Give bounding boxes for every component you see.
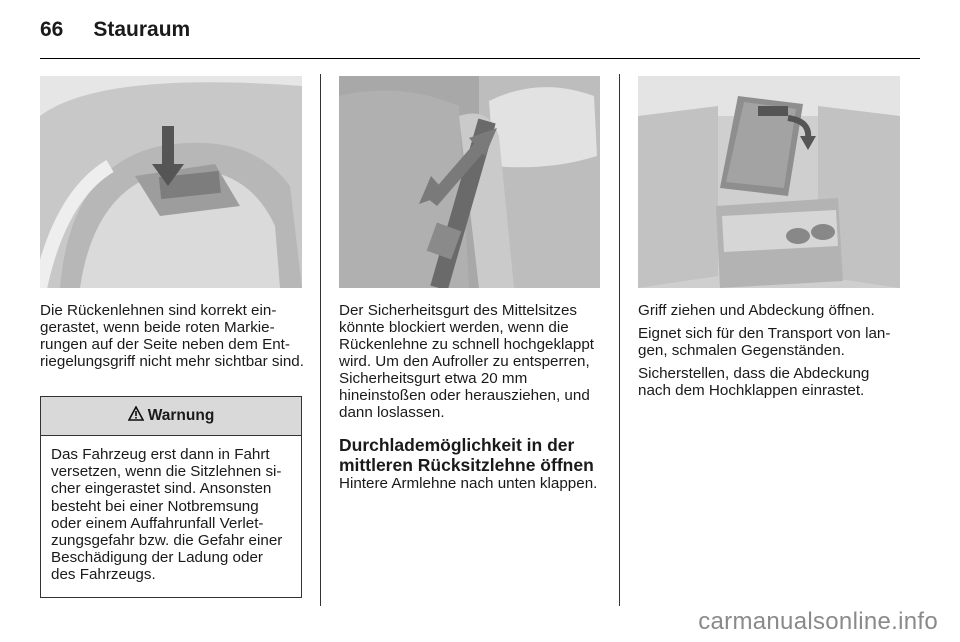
page-number: 66 (40, 18, 64, 41)
column-divider-1 (320, 74, 321, 606)
through-loading-subheading: Durchlademöglichkeit in der mittleren Rücksitzlehne öffnen (339, 435, 594, 475)
warning-triangle-icon (128, 406, 144, 426)
seatbelt-text: Der Sicherheitsgurt des Mittelsitzes könnte blockiert werden, wenn die Rückenlehne zu schnell hochgeklappt wird. Um den Aufroller zu entsperren, Sicherheitsgurt etwa 20 mm hineinstoßen oder herausziehen, und dann loslassen. (339, 302, 594, 421)
warning-title: Warnung (147, 407, 215, 424)
col3-paragraph-1: Griff ziehen und Abdeckung öffnen. (638, 302, 875, 319)
warning-header (41, 397, 301, 436)
col3-text (638, 302, 904, 405)
watermark: carmanualsonline.info (698, 608, 938, 635)
col2-text (339, 302, 605, 498)
seatback-lock-text: Die Rückenlehnen sind korrekt eingerastet, wenn beide roten Markierungen auf der Seite neben dem Entriegelungsgriff nicht mehr sichtbar sind. (40, 302, 304, 370)
warning-body: Das Fahrzeug erst dann in Fahrt versetzen, wenn die Sitzlehnen sicher eingerastet sind. Ansonsten besteht bei einer Notbremsung oder einem Auffahrunfall Verletzungsgefahr bzw. die Gefahr einer Beschädigung der Ladung oder des Fahrzeugs. (51, 446, 283, 584)
page-header (40, 18, 190, 42)
col3-paragraph-3: Sicherstellen, dass die Abdeckung nach dem Hochklappen einrastet. (638, 365, 870, 399)
armrest-text: Hintere Armlehne nach unten klappen. (339, 475, 598, 492)
col3-paragraph-2: Eignet sich für den Transport von langen, schmalen Gegenständen. (638, 325, 891, 359)
figure-center-seatbelt (339, 76, 600, 288)
col1-paragraph (40, 302, 304, 376)
warning-box (40, 396, 302, 598)
header-rule (40, 58, 920, 59)
column-divider-2 (619, 74, 620, 606)
figure-through-loading-cover (638, 76, 900, 288)
figure-seatback-release (40, 76, 302, 288)
section-title: Stauraum (93, 18, 191, 41)
